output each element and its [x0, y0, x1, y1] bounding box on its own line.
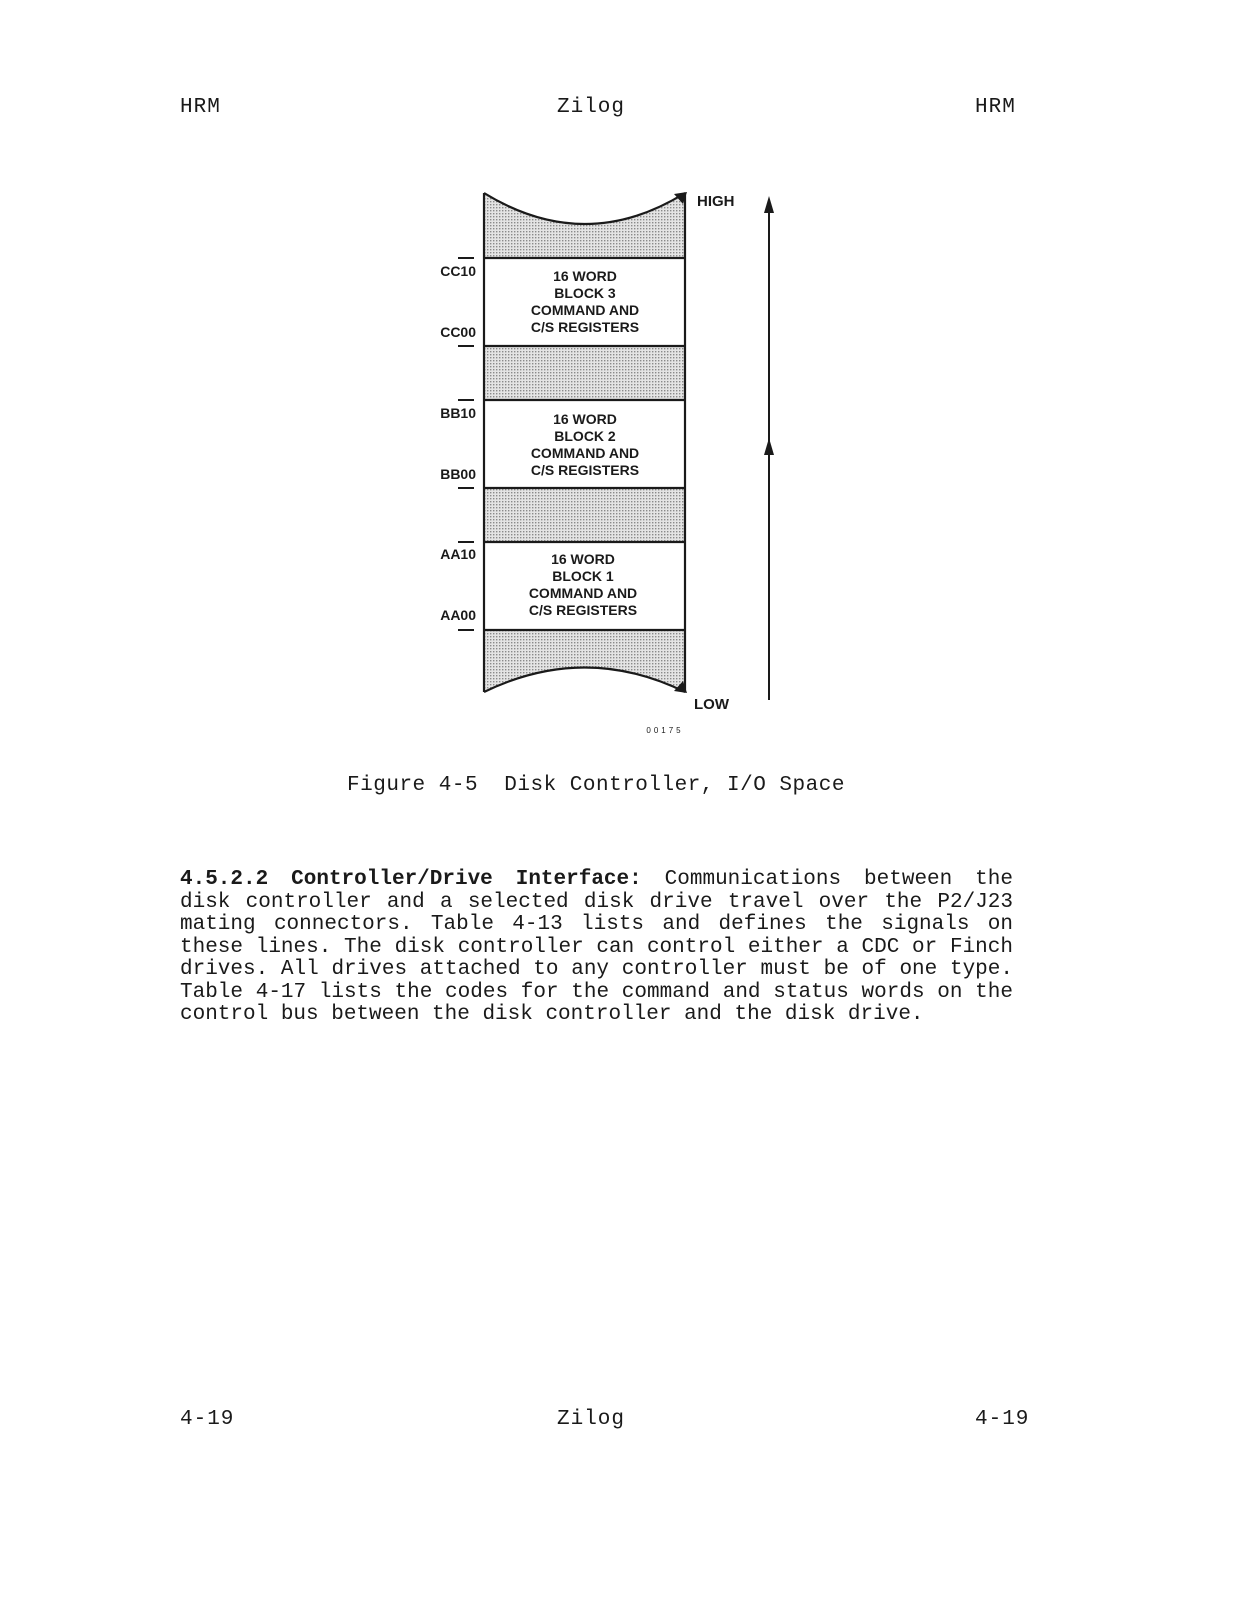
- block-2-line-4: C/S REGISTERS: [530, 462, 640, 478]
- section-heading: 4.5.2.2 Controller/Drive Interface:: [180, 868, 642, 891]
- shaded-region-gap-2: [484, 488, 685, 542]
- high-label: HIGH: [697, 193, 735, 210]
- block-1-line-2: BLOCK 1: [552, 568, 614, 584]
- section-4-5-2-2: [180, 869, 1013, 1027]
- addr-block-1-low: AA00: [440, 607, 476, 623]
- block-3-line-1: 16 WORD: [553, 268, 617, 284]
- footer-center: Zilog: [556, 1408, 625, 1431]
- shaded-region-bottom: [484, 630, 685, 692]
- addr-block-1-high: AA10: [440, 546, 476, 562]
- block-2-line-2: BLOCK 2: [554, 428, 616, 444]
- shaded-region-gap-3: [484, 346, 685, 400]
- header-right: HRM: [975, 96, 1016, 119]
- figure-caption-text: Figure 4-5 Disk Controller, I/O Space: [347, 774, 845, 797]
- block-3-line-2: BLOCK 3: [554, 285, 616, 301]
- address-direction-arrowhead-top: [764, 196, 774, 213]
- io-space-diagram: [400, 180, 800, 750]
- low-label: LOW: [694, 696, 729, 713]
- block-2-line-1: 16 WORD: [553, 411, 617, 427]
- footer-left: 4-19: [180, 1408, 235, 1431]
- figure-caption: [0, 774, 1192, 797]
- footer-right: 4-19: [975, 1408, 1030, 1431]
- figure-reference-number: 00175: [646, 726, 684, 735]
- section-body: Communications between the disk controller and a selected disk drive travel over the P2/J23 mating connectors. Table 4-13 lists and defines the signals on these lines. The disk controller can control either a CDC or Finch drives. All drives attached to any controller must be of one type. Table 4-17 lists the codes for the command and status words on the control bus between the disk controller and the disk drive.: [180, 868, 1013, 1026]
- block-3-line-4: C/S REGISTERS: [530, 319, 640, 335]
- addr-block-2-low: BB00: [440, 466, 476, 482]
- addr-block-3-high: CC10: [440, 263, 476, 279]
- block-3-line-3: COMMAND AND: [530, 302, 640, 318]
- header-left: HRM: [180, 96, 221, 119]
- block-1-line-1: 16 WORD: [551, 551, 615, 567]
- shaded-region-top: [484, 193, 685, 258]
- block-2-line-3: COMMAND AND: [530, 445, 640, 461]
- header-center: Zilog: [556, 96, 625, 119]
- addr-block-2-high: BB10: [440, 405, 476, 421]
- block-1-line-4: C/S REGISTERS: [528, 602, 638, 618]
- addr-block-3-low: CC00: [440, 324, 476, 340]
- block-1-line-3: COMMAND AND: [528, 585, 638, 601]
- address-direction-arrowhead-mid: [764, 438, 774, 455]
